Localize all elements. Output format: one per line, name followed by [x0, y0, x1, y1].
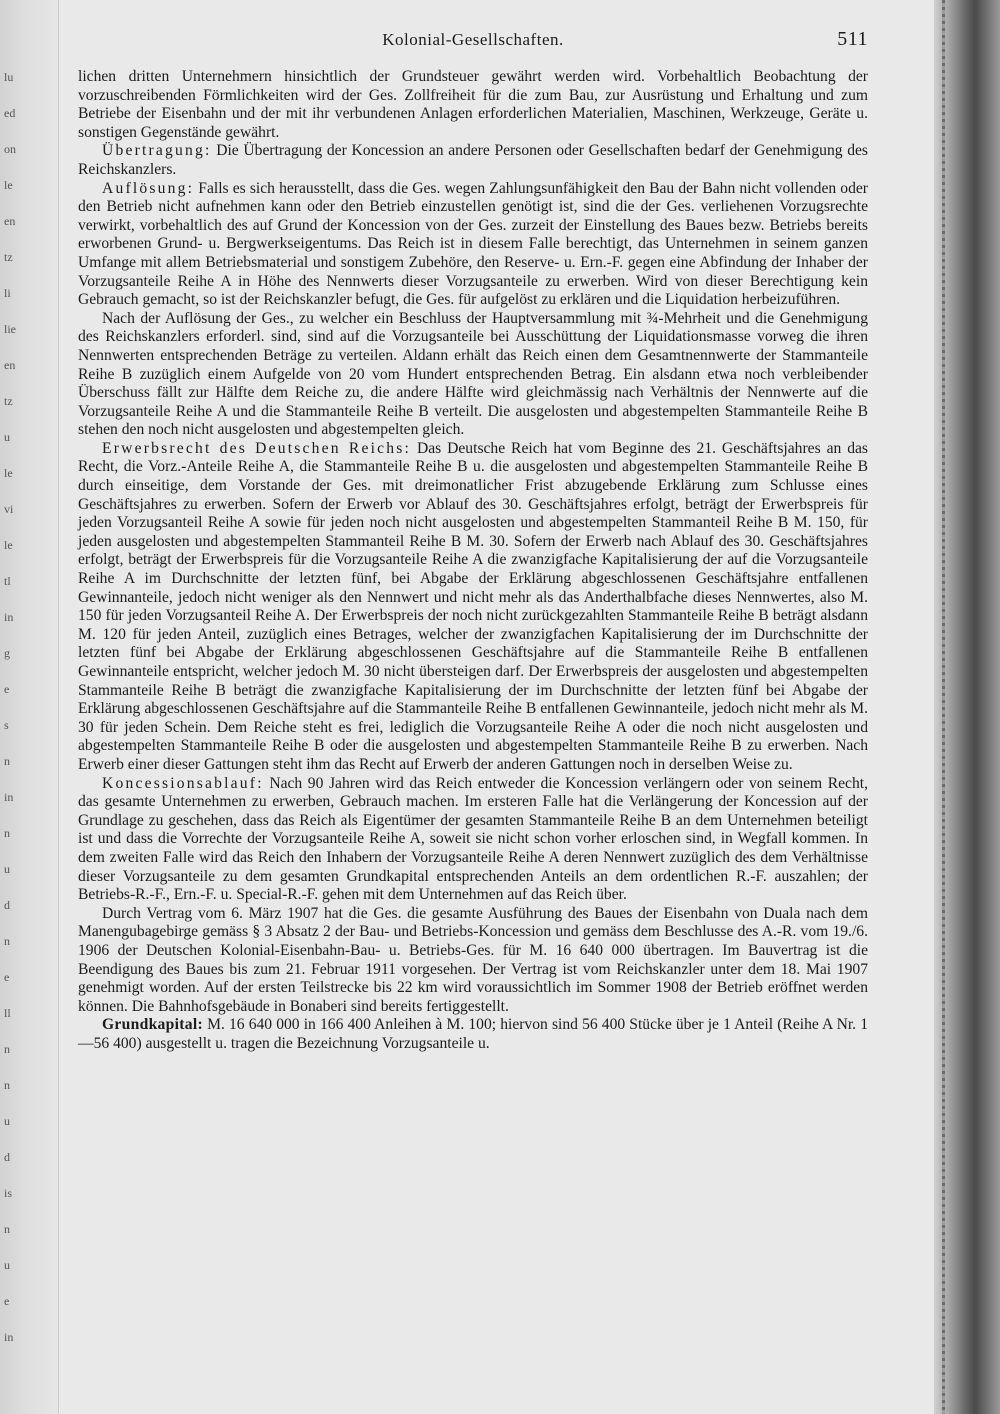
margin-fragment: in: [4, 790, 14, 804]
adjacent-page-edge: [0, 0, 59, 1414]
paragraph-transfer: [78, 142, 868, 179]
book-spine-gutter: [934, 0, 1000, 1414]
section-heading-transfer: Übertragung:: [102, 142, 212, 160]
margin-fragment: u: [4, 1114, 10, 1128]
margin-fragment: en: [4, 214, 16, 228]
paragraph-acquisition-right: [78, 440, 868, 775]
section-heading-dissolution: Auflösung:: [102, 179, 195, 197]
paragraph-text: Durch Vertrag vom 6. März 1907 hat die Ges. die gesamte Ausführung des Baues der Eisenbahn von Duala nach dem Manengubagebirge gemäss § 3 Absatz 2 der Bau- und Betriebs-Koncession und gemäss dem Beschlusse des A.-R. vom 19./6. 1906 der Deutschen Kolonial-Eisenbahn-Bau- u. Betriebs-Ges. für M. 16 640 000 übertragen. Im Bauvertrag ist die Beendigung des Baues bis zum 21. Februar 1911 vorgesehen. Der Vertrag ist vom Reichskanzler unter dem 18. Mai 1907 genehmigt worden. Auf der ersten Teilstrecke bis 22 km wird voraussichtlich im Sommer 1908 der Betrieb eröffnet werden können. Die Bahnhofsgebäude in Bonaberi sind bereits fertiggestellt.: [78, 904, 868, 1015]
body-text: [78, 68, 868, 1053]
margin-fragment: u: [4, 430, 10, 444]
margin-fragment: ll: [4, 1006, 11, 1020]
margin-fragment: u: [4, 862, 10, 876]
paragraph-construction-contract: [78, 905, 868, 1017]
paragraph-text: Nach 90 Jahren wird das Reich entweder die Koncession verlängern oder von seinem Recht, das gesamte Unternehmen zu erwerben, Gebrauch machen. Im ersteren Falle hat die Verlängerung der Koncession auf der Grundlage zu geschehen, dass das Reich als Eigentümer der gesamten Stammanteile Reihe B an dem Unternehmen beteiligt ist und dass die Vorrechte der Vorzugsanteile Reihe A, soweit sie nicht schon vorher erloschen sind, in Wegfall kommen. In dem zweiten Falle wird das Reich den Inhabern der Vorzugsanteile Reihe A deren Nennwert zuzüglich des dem Verhältnisse dieser Vorzugsanteile zu dem gesamten Grundkapital entsprechenden Anteils an dem ordentlichen R.-F. auszahlen; der Betriebs-R.-F., Ern.-F. u. Special-R.-F. gehen mit dem Unternehmen auf das Reich über.: [78, 774, 868, 904]
margin-fragment: d: [4, 898, 10, 912]
paragraph-text: M. 16 640 000 in 166 400 Anleihen à M. 100; hiervon sind 56 400 Stücke über je 1 Anteil (Reihe A Nr. 1—56 400) ausgestellt u. tragen die Bezeichnung Vorzugsanteile u.: [78, 1016, 868, 1052]
margin-fragment: n: [4, 1042, 10, 1056]
book-page: [78, 28, 868, 1398]
margin-fragment: le: [4, 466, 13, 480]
paragraph-liquidation: [78, 310, 868, 440]
margin-fragment: vi: [4, 502, 14, 516]
margin-fragment: is: [4, 1186, 13, 1200]
margin-fragment: n: [4, 754, 10, 768]
margin-fragment: n: [4, 1078, 10, 1092]
margin-fragment: e: [4, 970, 10, 984]
margin-fragment: in: [4, 1330, 14, 1344]
section-heading-concession-expiry: Koncessionsablauf:: [102, 774, 264, 792]
margin-fragment: n: [4, 826, 10, 840]
margin-fragment: s: [4, 718, 9, 732]
margin-fragment: e: [4, 1294, 10, 1308]
margin-fragment: in: [4, 610, 14, 624]
margin-fragment: ed: [4, 106, 16, 120]
paragraph-privileges: [78, 68, 868, 142]
section-heading-acquisition-right: Erwerbsrecht des Deutschen Reichs:: [102, 439, 412, 457]
paragraph-text: Falls es sich herausstellt, dass die Ges. wegen Zahlungsunfähigkeit den Bau der Bahn nicht vollenden oder den Betrieb nicht aufnehmen kann oder den Betrieb einzustellen genötigt ist, sind die der Ges. verliehenen Vorzugsrechte verwirkt, vorbehaltlich des auf Grund der Koncession von der Ges. zurzeit der Einstellung des Baues bezw. Betriebs bereits erworbenen Grund- u. Bergwerkseigentums. Das Reich ist in diesem Falle berechtigt, das Unternehmen in seinem ganzen Umfange mit allem Betriebsmaterial und sonstigem Zubehöre, den Reserve- u. Ern.-F. gegen eine Abfindung der Inhaber der Vorzugsanteile Reihe A in Höhe des Nennwerts dieser Vorzugsanteile zu erwerben. Wird von dieser Berechtigung kein Gebrauch gemacht, so ist der Reichskanzler befugt, die Ges. für aufgelöst zu erklären und die Liquidation herbeizuführen.: [78, 179, 868, 309]
page-number: 511: [837, 28, 868, 50]
paragraph-text: Die Übertragung der Koncession an andere Personen oder Gesellschaften bedarf der Genehmigung des Reichskanzlers.: [78, 142, 868, 178]
margin-fragment: li: [4, 286, 11, 300]
paragraph-text: lichen dritten Unternehmern hinsichtlich der Grundsteuer gewährt werden wird. Vorbehaltlich Beobachtung der vorzuschreibenden Förmlichkeiten wird der Ges. Zollfreiheit für die zum Bau, zur Ausrüstung und Erhaltung und zum Betriebe der Eisenbahn und der mit ihr verbundenen Anlagen erforderlichen Materialien, Maschinen, Werkzeuge, Geräte u. sonstigen Gegenstände gewährt.: [78, 68, 868, 141]
paragraph-share-capital: [78, 1016, 868, 1053]
margin-fragment: tz: [4, 394, 13, 408]
margin-fragment: le: [4, 538, 13, 552]
running-title: Kolonial-Gesellschaften.: [382, 30, 564, 49]
paragraph-text: Nach der Auflösung der Ges., zu welcher ein Beschluss der Hauptversammlung mit ¾-Mehrheit und die Genehmigung des Reichskanzlers erforderl. sind, sind auf die Vorzugsanteile bei Ausschüttung der Liquidationsmasse vorweg die ihren Nennwerten entsprechenden Beträge zu verteilen. Aldann erhält das Reich einen dem Gesamtnennwerte der Stammanteile Reihe B zuzüglich einem Aufgelde von 20 vom Hundert entsprechenden Betrag. Ein alsdann etwa noch verbleibender Überschuss fällt zur Hälfte dem Reiche zu, die andere Hälfte wird gleichmässig nach Verhältnis der Nennwerte auf die Vorzugsanteile Reihe A und die Stammanteile Reihe B verteilt. Die ausgelosten und abgestempelten Stammanteile Reihe B stehen den noch nicht ausgelosten und abgestempelten gleich.: [78, 309, 868, 439]
paragraph-dissolution: [78, 180, 868, 310]
margin-fragment: g: [4, 646, 10, 660]
paragraph-text: Das Deutsche Reich hat vom Beginne des 21. Geschäftsjahres an das Recht, die Vorz.-Anteile Reihe A, die Stammanteile Reihe B u. die ausgelosten und abgestempelten Stammanteile Reihe B durch einseitige, dem Vorstande der Ges. mit dreimonatlicher Frist abzugebende Erklärung zum Schlusse eines Geschäftsjahres zu erwerben. Sofern der Erwerb vor Ablauf des 30. Geschäftsjahres erfolgt, beträgt der Erwerbspreis für jeden Vorzugsanteil Reihe A sowie für jeden noch nicht ausgelosten und abgestempelten Stammanteil Reihe B M. 150, für jeden ausgelosten und abgestempelten Stammanteil Reihe B M. 30. Sofern der Erwerb nach Ablauf des 30. Geschäftsjahres erfolgt, beträgt der Erwerbspreis für die Vorzugsanteile Reihe A die zwanzigfache Kapitalisierung der auf die Vorzugsanteile Reihe A im Durchschnitte der letzten fünf, bei Abgabe der Erklärung abgeschlossenen Geschäftsjahre entfallenen Gewinnanteile, jedoch nicht weniger als den Nennwert und nicht mehr als das Anderthalbfache dieses Nennwertes, also M. 150 für jeden Vorzugsanteil Reihe A. Der Erwerbspreis der noch nicht zurückgezahlten Stammanteile Reihe B beträgt alsdann M. 120 für jeden Anteil, zuzüglich eines Betrages, welcher der zwanzigfachen Kapitalisierung der im Durchschnitte der letzten fünf bei Abgabe der Erklärung abgeschlossenen Geschäftsjahre auf die Stammanteile Reihe B entfallenen Gewinnanteile entspricht, welcher jedoch M. 30 nicht übersteigen darf. Der Erwerbspreis der ausgelosten und abgestempelten Stammanteile Reihe B beträgt die zwanzigfache Kapitalisierung der im Durchschnitte der letzten fünf bei Abgabe der Erklärung abgeschlossenen Geschäftsjahre auf die Stammanteile Reihe B entfallenen Gewinnanteile, jedoch nicht mehr als M. 30 für jeden Schein. Dem Reiche steht es frei, lediglich die Vorzugsanteile Reihe A oder die noch nicht ausgelosten und abgestempelten Stammanteile Reihe B oder die ausgelosten und abgestempelten Stammanteile Reihe B zu erwerben. Nach Erwerb einer dieser Gattungen steht ihm das Recht auf Erwerb der anderen Gattungen noch in derselben Weise zu.: [78, 439, 868, 773]
margin-fragment: d: [4, 1150, 10, 1164]
margin-fragment: n: [4, 1222, 10, 1236]
margin-fragment: le: [4, 178, 13, 192]
margin-fragment: tl: [4, 574, 11, 588]
margin-fragment: lie: [4, 322, 16, 336]
paragraph-concession-expiry: [78, 775, 868, 905]
margin-fragment: tz: [4, 250, 13, 264]
margin-fragment: u: [4, 1258, 10, 1272]
margin-fragment: en: [4, 358, 16, 372]
margin-fragment: n: [4, 934, 10, 948]
margin-fragment: lu: [4, 70, 14, 84]
margin-fragment: e: [4, 682, 10, 696]
section-heading-share-capital: Grundkapital:: [102, 1016, 203, 1034]
page-header: [78, 28, 868, 54]
margin-fragment: on: [4, 142, 16, 156]
